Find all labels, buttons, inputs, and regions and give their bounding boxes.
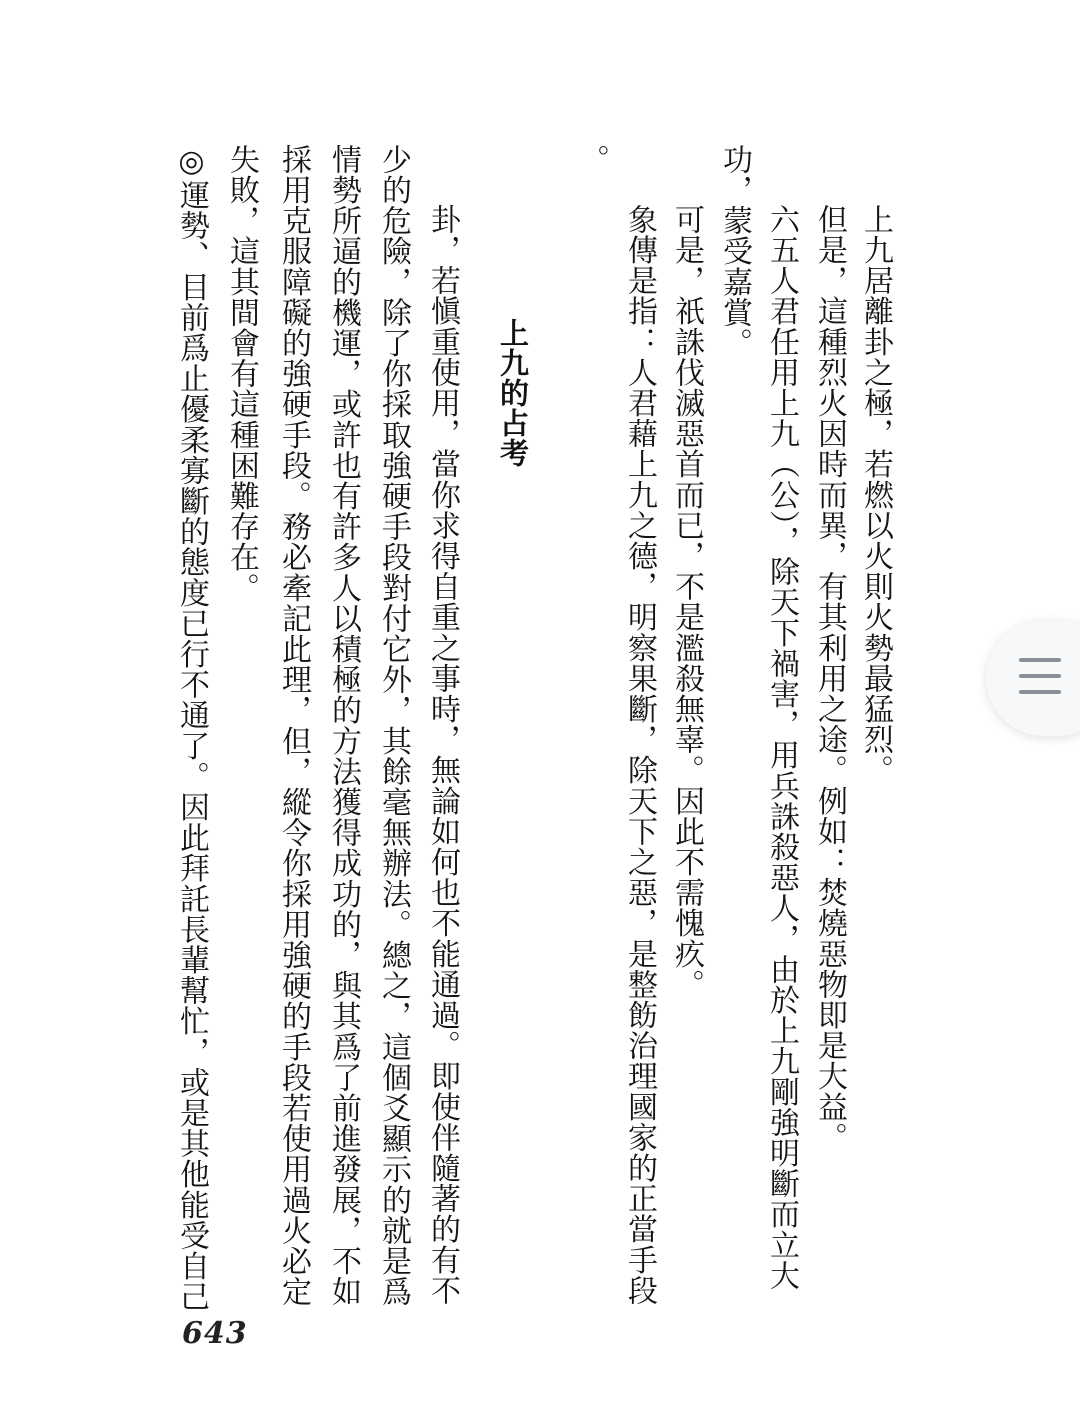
text-column: 象傳是指：人君藉上九之德，明察果斷，除天下之惡，是整飭治理國家的正當手段: [622, 204, 657, 1306]
text-column: 採用克服障礙的強硬手段。務必牽記此理，但，縱令你採用強硬的手段若使用過火必定: [276, 144, 311, 1307]
page-number: 643: [182, 1316, 248, 1351]
text-column: 。: [574, 144, 609, 175]
text-column: ◎運勢、目前爲止優柔寡斷的態度已行不通了。因此拜託長輩幫忙，或是其他能受自己: [174, 144, 209, 1312]
text-column: 少的危險，除了你採取強硬手段對付它外，其餘毫無辦法。總之，這個爻顯示的就是爲: [376, 144, 411, 1307]
text-column: 失敗，這其間會有這種困難存在。: [224, 144, 259, 603]
text-column: 情勢所逼的機運，或許也有許多人以積極的方法獲得成功的，與其爲了前進發展，不如: [326, 144, 361, 1307]
text-column: 六五人君任用上九（公），除天下禍害，用兵誅殺惡人，由於上九剛強明斷而立大: [764, 204, 799, 1291]
text-column: 可是，祇誅伐滅惡首而已，不是濫殺無辜。因此不需愧疚。: [669, 204, 704, 1000]
menu-button[interactable]: [986, 620, 1080, 736]
text-column: 上九居離卦之極，若燃以火則火勢最猛烈。: [858, 204, 893, 786]
section-heading: 上九的占考: [496, 318, 530, 468]
text-column: 功，蒙受嘉賞。: [717, 144, 752, 359]
text-column: 卦，若愼重使用，當你求得自重之事時，無論如何也不能通過。即使伴隨著的有不: [425, 204, 460, 1306]
hamburger-menu-icon: [1019, 658, 1061, 694]
text-column: 但是，這種烈火因時而異，有其利用之途。例如：焚燒惡物即是大益。: [812, 204, 847, 1153]
